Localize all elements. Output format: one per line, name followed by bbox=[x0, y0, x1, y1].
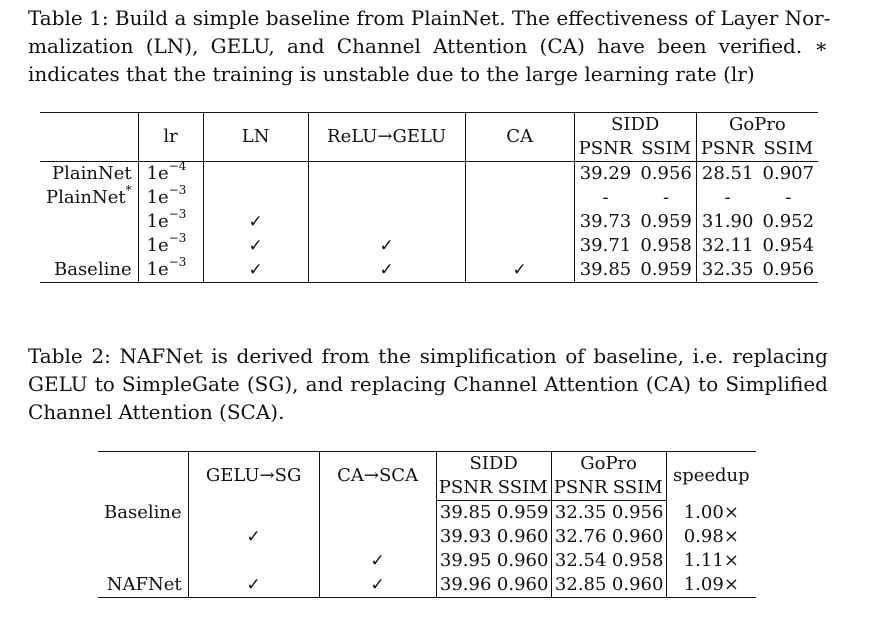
table2-header-sidd: SIDD bbox=[436, 452, 551, 477]
table1-row-name bbox=[40, 258, 138, 283]
table1-row-ln-check bbox=[203, 186, 308, 210]
table2-row-sca-check bbox=[319, 501, 436, 526]
table2-header-sidd-ssim: SSIM bbox=[495, 476, 551, 501]
table2-row bbox=[98, 573, 756, 598]
table1-row-sidd-psnr: 39.73 bbox=[579, 211, 632, 232]
table2-row-name: Baseline bbox=[98, 501, 188, 526]
table1-caption-line-1: Table 1: Build a simple baseline from PlainNet. The effectiveness of Layer Nor- bbox=[28, 6, 831, 30]
table1-row-ln-check: ✓ bbox=[203, 210, 308, 234]
table1-row-name bbox=[40, 162, 138, 187]
table2-caption-line-1: Table 2: NAFNet is derived from the simplification of baseline, i.e. replacing bbox=[28, 344, 828, 368]
table1-row-sidd-psnr: 39.29 bbox=[579, 163, 632, 184]
table2-header-ca-sca: CA→SCA bbox=[319, 452, 436, 501]
table2-row-sg-check: ✓ bbox=[188, 525, 319, 549]
method-name: PlainNet bbox=[52, 163, 132, 184]
table1-row-gopro-ssim: 0.907 bbox=[762, 163, 815, 184]
lr-exponent: −3 bbox=[168, 207, 187, 221]
table2-row-sidd-psnr: 39.93 bbox=[439, 526, 492, 547]
table1-row-gopro-ssim: 0.956 bbox=[759, 258, 818, 283]
table2-corner-cell bbox=[98, 452, 188, 501]
table1-row-gopro-psnr: - bbox=[724, 187, 731, 208]
table1-row bbox=[40, 234, 818, 258]
table2-row-sidd-ssim: 0.959 bbox=[495, 501, 551, 526]
table1-row-sidd-ssim: 0.958 bbox=[636, 234, 696, 258]
table1-row-ca-check bbox=[465, 210, 574, 234]
table2-row-name bbox=[98, 549, 188, 573]
table1-row-gopro-ssim: - bbox=[785, 187, 792, 208]
table1-row-sidd-psnr: 39.85 bbox=[574, 258, 636, 283]
table2-row bbox=[98, 525, 756, 549]
table2-caption-line-2: GELU to SimpleGate (SG), and replacing Channel Attention (CA) to Simplified bbox=[28, 372, 828, 396]
table2-row-sg-check: ✓ bbox=[188, 573, 319, 598]
table1-header-ca: CA bbox=[465, 113, 574, 162]
table2-row bbox=[98, 549, 756, 573]
table1-corner-cell bbox=[40, 113, 138, 162]
table1-row-gelu-check: ✓ bbox=[308, 234, 465, 258]
table2-row-sidd-psnr: 39.96 bbox=[436, 573, 495, 598]
table1-row-gelu-check: ✓ bbox=[308, 258, 465, 283]
table1-row-sidd-ssim: 0.959 bbox=[636, 210, 696, 234]
table2-row-sca-check: ✓ bbox=[319, 573, 436, 598]
lr-base: 1e bbox=[146, 235, 169, 256]
table1-row-sidd-ssim: - bbox=[636, 186, 696, 210]
table2-row-gopro-ssim: 0.956 bbox=[610, 501, 666, 526]
table1-row-ca-check bbox=[465, 234, 574, 258]
table2-header-gopro-psnr: PSNR bbox=[551, 476, 610, 501]
table1-caption bbox=[28, 4, 831, 88]
unstable-marker: * bbox=[125, 183, 132, 197]
table1-header-relu-gelu: ReLU→GELU bbox=[308, 113, 465, 162]
table2-row-sidd-psnr: 39.85 bbox=[439, 502, 492, 523]
table1-row-ln-check: ✓ bbox=[203, 258, 308, 283]
table1-row-gopro-ssim: 0.952 bbox=[762, 211, 815, 232]
table2-row-sidd-ssim: 0.960 bbox=[495, 525, 551, 549]
table1-row-ca-check bbox=[465, 186, 574, 210]
table2-row-sg-check bbox=[188, 501, 319, 526]
table1-row-name bbox=[40, 234, 138, 258]
table1-header-ln: LN bbox=[203, 113, 308, 162]
table2-row-speedup: 1.00× bbox=[683, 501, 739, 523]
table2-header-speedup: speedup bbox=[666, 452, 756, 501]
table2-header-gopro: GoPro bbox=[551, 452, 666, 477]
table2 bbox=[98, 451, 756, 598]
table1-row-gopro-psnr: 28.51 bbox=[701, 163, 754, 184]
table2-row-speedup: 1.09× bbox=[666, 573, 756, 598]
table1-row-ca-check: ✓ bbox=[465, 258, 574, 283]
table1 bbox=[40, 112, 818, 283]
table2-header-gelu-sg: GELU→SG bbox=[188, 452, 319, 501]
table1-row bbox=[40, 162, 818, 187]
table1-row-gelu-check bbox=[308, 162, 465, 187]
lr-base: 1e bbox=[146, 163, 169, 184]
lr-exponent: −4 bbox=[168, 159, 187, 173]
table2-header-sidd-psnr: PSNR bbox=[436, 476, 495, 501]
table2-row-sidd-ssim: 0.960 bbox=[495, 549, 551, 573]
table1-row-name bbox=[40, 210, 138, 234]
table1-header-lr: lr bbox=[138, 113, 203, 162]
lr-exponent: −3 bbox=[168, 183, 187, 197]
table1-row-gelu-check bbox=[308, 210, 465, 234]
table1-header-sidd-ssim: SSIM bbox=[636, 137, 696, 162]
table2-row-speedup: 0.98× bbox=[683, 526, 739, 547]
table1-header-gopro-ssim: SSIM bbox=[759, 137, 818, 162]
table1-row-sidd-psnr: 39.71 bbox=[579, 235, 632, 256]
method-name: PlainNet bbox=[46, 187, 126, 208]
table2-row-gopro-psnr: 32.76 bbox=[554, 526, 607, 547]
table2-row-gopro-psnr: 32.54 bbox=[554, 550, 607, 571]
method-name: Baseline bbox=[53, 259, 132, 280]
table2-row-sca-check: ✓ bbox=[319, 549, 436, 573]
table1-row-gopro-psnr: 32.35 bbox=[696, 258, 758, 283]
table1-header-sidd-psnr: PSNR bbox=[574, 137, 636, 162]
table1-header-sidd: SIDD bbox=[574, 113, 696, 138]
lr-base: 1e bbox=[146, 187, 169, 208]
table1-row-gopro-psnr: 32.11 bbox=[701, 235, 754, 256]
lr-exponent: −3 bbox=[168, 231, 187, 245]
table2-row-gopro-ssim: 0.960 bbox=[610, 573, 666, 598]
table1-header-gopro-psnr: PSNR bbox=[696, 137, 758, 162]
table2-row-gopro-psnr: 32.85 bbox=[551, 573, 610, 598]
table2-caption bbox=[28, 342, 828, 426]
table1-row bbox=[40, 258, 818, 283]
table1-header-gopro: GoPro bbox=[696, 113, 818, 138]
lr-base: 1e bbox=[146, 259, 169, 280]
table2-row-name: NAFNet bbox=[98, 573, 188, 598]
table2-row-name bbox=[98, 525, 188, 549]
table1-row-sidd-ssim: 0.956 bbox=[636, 162, 696, 187]
table2-row-gopro-ssim: 0.958 bbox=[610, 549, 666, 573]
table2-row-speedup: 1.11× bbox=[683, 550, 739, 571]
table1-row-sidd-ssim: 0.959 bbox=[636, 258, 696, 283]
table1-row bbox=[40, 210, 818, 234]
table1-caption-line-3: indicates that the training is unstable due to the large learning rate (lr) bbox=[28, 62, 755, 86]
table1-row-gopro-ssim: 0.954 bbox=[762, 235, 815, 256]
table2-row-gopro-ssim: 0.960 bbox=[610, 525, 666, 549]
table2-row bbox=[98, 501, 756, 526]
table1-row-ca-check bbox=[465, 162, 574, 187]
table2-row-sg-check bbox=[188, 549, 319, 573]
table2-row-sidd-psnr: 39.95 bbox=[439, 550, 492, 571]
table1-row-gelu-check bbox=[308, 186, 465, 210]
table1-row-gopro-psnr: 31.90 bbox=[701, 211, 754, 232]
table1-row-ln-check: ✓ bbox=[203, 234, 308, 258]
table1-row-ln-check bbox=[203, 162, 308, 187]
table1-row-sidd-psnr: - bbox=[602, 187, 609, 208]
table2-row-sca-check bbox=[319, 525, 436, 549]
table2-caption-line-3: Channel Attention (SCA). bbox=[28, 400, 285, 424]
table1-row-name bbox=[40, 183, 138, 210]
table2-header-gopro-ssim: SSIM bbox=[610, 476, 666, 501]
lr-exponent: −3 bbox=[168, 255, 187, 269]
table1-row-lr bbox=[138, 255, 203, 283]
table2-row-gopro-psnr: 32.35 bbox=[554, 502, 607, 523]
lr-base: 1e bbox=[146, 211, 169, 232]
table1-caption-line-2: malization (LN), GELU, and Channel Attention (CA) have been verified. ∗ bbox=[28, 34, 828, 58]
table2-row-sidd-ssim: 0.960 bbox=[495, 573, 551, 598]
table1-row bbox=[40, 186, 818, 210]
